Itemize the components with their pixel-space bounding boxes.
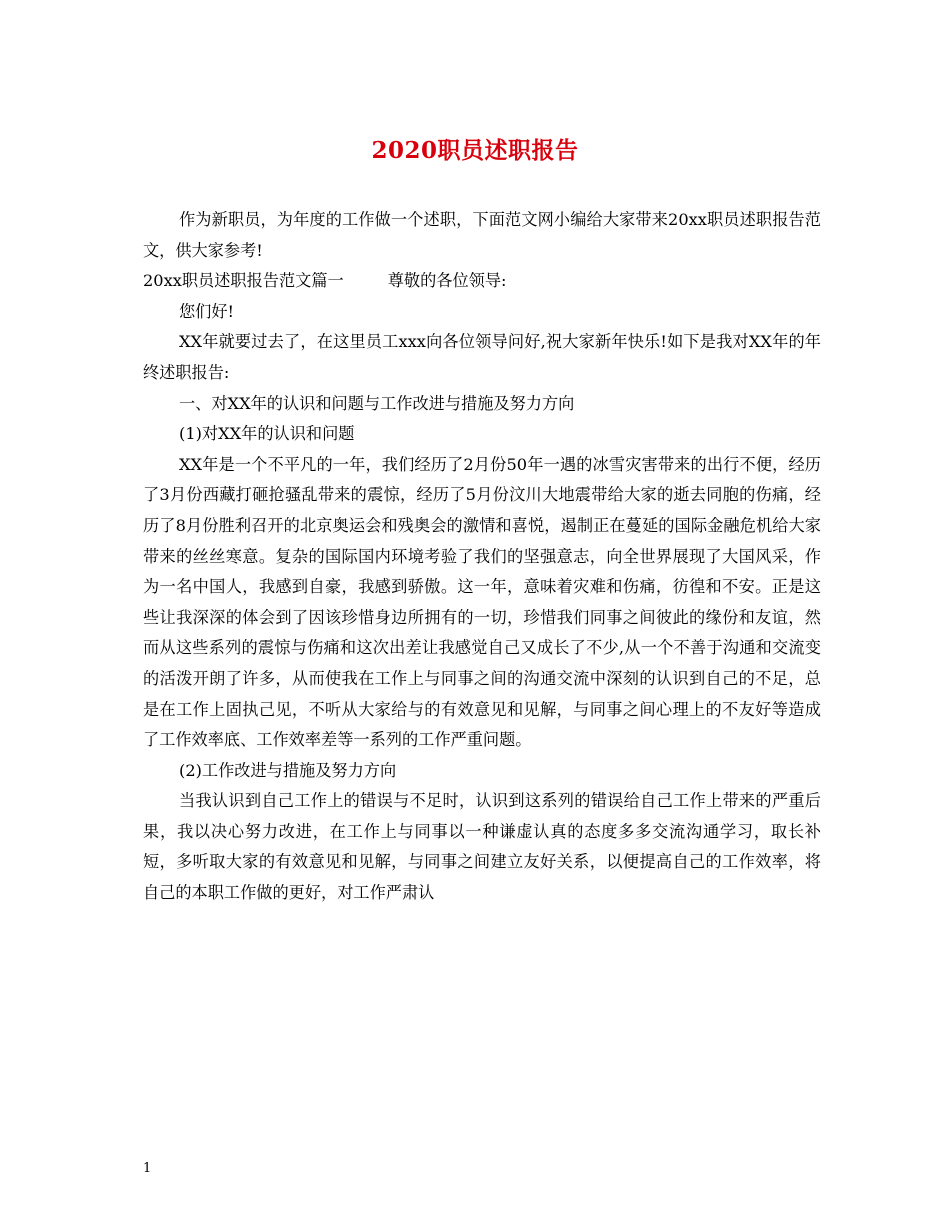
section-heading-line bbox=[143, 266, 821, 297]
subsection-one-heading: (1)对XX年的认识和问题 bbox=[179, 424, 355, 444]
year-review-paragraph: XX年是一个不平凡的一年，我们经历了2月份50年一遇的冰雪灾害带来的出行不便，经历了3月份西藏打砸抢骚乱带来的震惊，经历了5月份汶川大地震带给大家的逝去同胞的伤痛，经历了8月份胜利召开的北京奥运会和残奥会的激情和喜悦，遏制正在蔓延的国际金融危机给大家带来的丝丝寒意。复杂的国际国内环境考验了我们的坚强意志，向全世界展现了大国风采，作为一名中国人，我感到自豪，我感到骄傲。这一年，意味着灾难和伤痛，彷徨和不安。正是这些让我深深的体会到了因该珍惜身边所拥有的一切，珍惜我们同事之间彼此的缘份和友谊，然而从这些系列的震惊与伤痛和这次出差让我感觉自己又成长了不少,从一个不善于沟通和交流变的活泼开朗了许多，从而使我在工作上与同事之间的沟通交流中深刻的认识到自己的不足，总是在工作上固执己见，不听从大家给与的有效意见和见解，与同事之间心理上的不友好等造成了工作效率底、工作效率差等一系列的工作严重问题。 bbox=[143, 454, 821, 750]
subsection-two-heading: (2)工作改进与措施及努力方向 bbox=[179, 760, 397, 780]
page-number: 1 bbox=[143, 1161, 152, 1176]
part-one-heading: 一、对XX年的认识和问题与工作改进与措施及努力方向 bbox=[179, 393, 575, 413]
improvement-paragraph: 当我认识到自己工作上的错误与不足时，认识到这系列的错误给自己工作上带来的严重后果，我以决心努力改进，在工作上与同事以一种谦虚认真的态度多多交流沟通学习，取长补短，多听取大家的有效意见和见解，与同事之间建立友好关系，以便提高自己的工作效率，将自己的本职工作做的更好，对工作严肃认 bbox=[143, 791, 821, 903]
opening-paragraph: XX年就要过去了，在这里员工xxx向各位领导问好,祝大家新年快乐!如下是我对XX年的年终述职报告: bbox=[143, 332, 821, 382]
salutation: 尊敬的各位领导: bbox=[387, 271, 507, 291]
document-title: 2020职员述职报告 bbox=[371, 137, 579, 164]
document-body bbox=[143, 205, 821, 909]
intro-paragraph: 作为新职员，为年度的工作做一个述职，下面范文网小编给大家带来20xx职员述职报告范文，供大家参考! bbox=[143, 210, 821, 260]
greeting-paragraph: 您们好! bbox=[179, 301, 235, 321]
section-heading: 20xx职员述职报告范文篇一 bbox=[143, 271, 344, 291]
